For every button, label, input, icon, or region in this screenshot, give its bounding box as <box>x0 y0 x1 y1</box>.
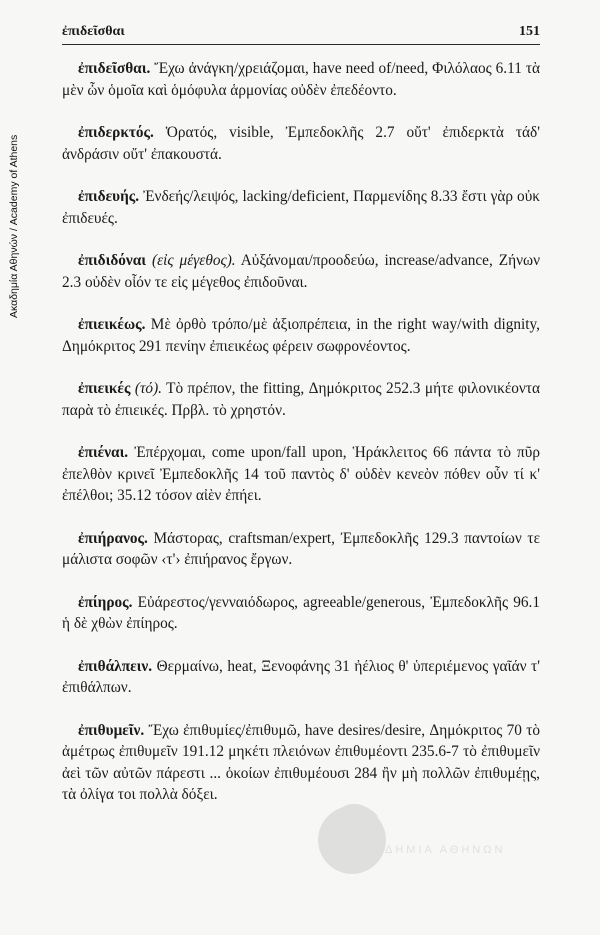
entry-headword: ἐπιδευής. <box>78 188 140 205</box>
entry-definition: Θερμαίνω, heat, Ξενοφάνης 31 ἠέλιος θ' ὑπεριέμενος γαῖάν τ' ἐπιθάλπων. <box>62 657 540 696</box>
dictionary-entry <box>62 250 540 293</box>
entry-definition: Αὐξάνομαι/προοδεύω, increase/advance, Ζήνων 2.3 οὐδὲν οἷόν τε εἰς μέγεθος ἐπιδοῦναι. <box>62 252 540 291</box>
entry-headword: ἐπιδιδόναι <box>78 252 147 269</box>
entry-definition: Μὲ ὀρθὸ τρόπο/μὲ ἀξιοπρέπεια, in the right way/with dignity, Δημόκριτος 291 πενίην ἐπιεικέως φέρειν σωφρονέοντος. <box>62 316 540 355</box>
entry-headword: ἐπιεικές <box>78 380 131 397</box>
entry-definition: Εὐάρεστος/γενναιόδωρος, agreeable/generous, Ἐμπεδοκλῆς 96.1 ἡ δὲ χθὼν ἐπίηρος. <box>62 593 540 632</box>
entry-definition: Ἔχω ἐπιθυμίες/ἐπιθυμῶ, have desires/desire, Δημόκριτος 70 τὸ ἀμέτρως ἐπιθυμεῖν 191.12 μηκέτι πλειόνων ἐπιθυμέοντι 235.6-7 τὸ ἐπιθυμεῖν ἀεὶ τῶν αὐτῶν πάρεστι ... ὁκοίων ἐπιθυμέουσι 284 ἢν μὴ πολλῶν ἐπιθυμέῃς, τὰ ὀλίγα τοι πολλὰ δόξει. <box>62 721 540 803</box>
entry-headword: ἐπιεικέως. <box>78 316 146 333</box>
entry-definition: Ἐνδεής/λειψός, lacking/deficient, Παρμενίδης 8.33 ἔστι γὰρ οὐκ ἐπιδευές. <box>62 188 540 227</box>
entry-qualifier: (τό). <box>130 380 162 397</box>
dictionary-entries <box>62 58 540 827</box>
dictionary-entry <box>62 58 540 101</box>
entry-definition: Ὁρατός, visible, Ἐμπεδοκλῆς 2.7 οὔτ' ἐπιδερκτὰ τάδ' ἀνδράσιν οὔτ' ἐπακουστά. <box>62 124 540 163</box>
dictionary-entry <box>62 122 540 165</box>
watermark-text: ΑΚΑΔΗΜΙΑ ΑΘΗΝΩΝ <box>354 844 506 856</box>
running-head-word: ἐπιδεῖσθαι <box>62 24 125 39</box>
dictionary-entry <box>62 656 540 699</box>
dictionary-entry <box>62 378 540 421</box>
running-head <box>62 24 540 45</box>
entry-headword: ἐπιδεῖσθαι. <box>78 60 151 77</box>
entry-headword: ἐπιήρανος. <box>78 529 148 547</box>
entry-definition: Ἐπέρχομαι, come upon/fall upon, Ἡράκλειτος 66 πάντα τὸ πῦρ ἐπελθὸν κρινεῖ Ἐμπεδοκλῆς 14 τοῦ παντὸς δ' οὐδὲν κενεὸν πόθεν οὖν τί κ' ἐπέλθοι; 35.12 τόσον αἰὲν ἐπήει. <box>62 444 540 504</box>
entry-definition: Ἔχω ἀνάγκη/χρειάζομαι, have need of/need, Φιλόλαος 6.11 τὰ μὲν ὧν ὁμοῖα καὶ ὁμόφυλα ἁρμονίας οὐδὲν ἐπεδέοντο. <box>62 60 540 99</box>
entry-definition: Μάστορας, craftsman/expert, Ἐμπεδοκλῆς 129.3 παντοίων τε μάλιστα σοφῶν ‹τ'› ἐπιήρανος ἔργων. <box>62 529 540 568</box>
dictionary-entry <box>62 592 540 635</box>
side-credit: Ακαδημία Αθηνών / Academy of Athens <box>8 134 20 318</box>
entry-headword: ἐπιέναι. <box>78 444 129 461</box>
entry-headword: ἐπίηρος. <box>78 593 133 611</box>
entry-headword: ἐπιθυμεῖν. <box>78 721 145 739</box>
dictionary-entry <box>62 528 540 571</box>
dictionary-entry <box>62 314 540 357</box>
entry-headword: ἐπιθάλπειν. <box>78 657 153 675</box>
entry-qualifier: (εἰς μέγεθος). <box>146 252 236 269</box>
entry-definition: Τὸ πρέπον, the fitting, Δημόκριτος 252.3 μήτε φιλονικέοντα παρὰ τὸ ἐπιεικές. Πρβλ. τὸ χρηστόν. <box>62 380 540 419</box>
entry-headword: ἐπιδερκτός. <box>78 124 154 141</box>
dictionary-entry <box>62 720 540 806</box>
page-number: 151 <box>519 24 540 39</box>
dictionary-entry <box>62 442 540 507</box>
dictionary-entry <box>62 186 540 229</box>
